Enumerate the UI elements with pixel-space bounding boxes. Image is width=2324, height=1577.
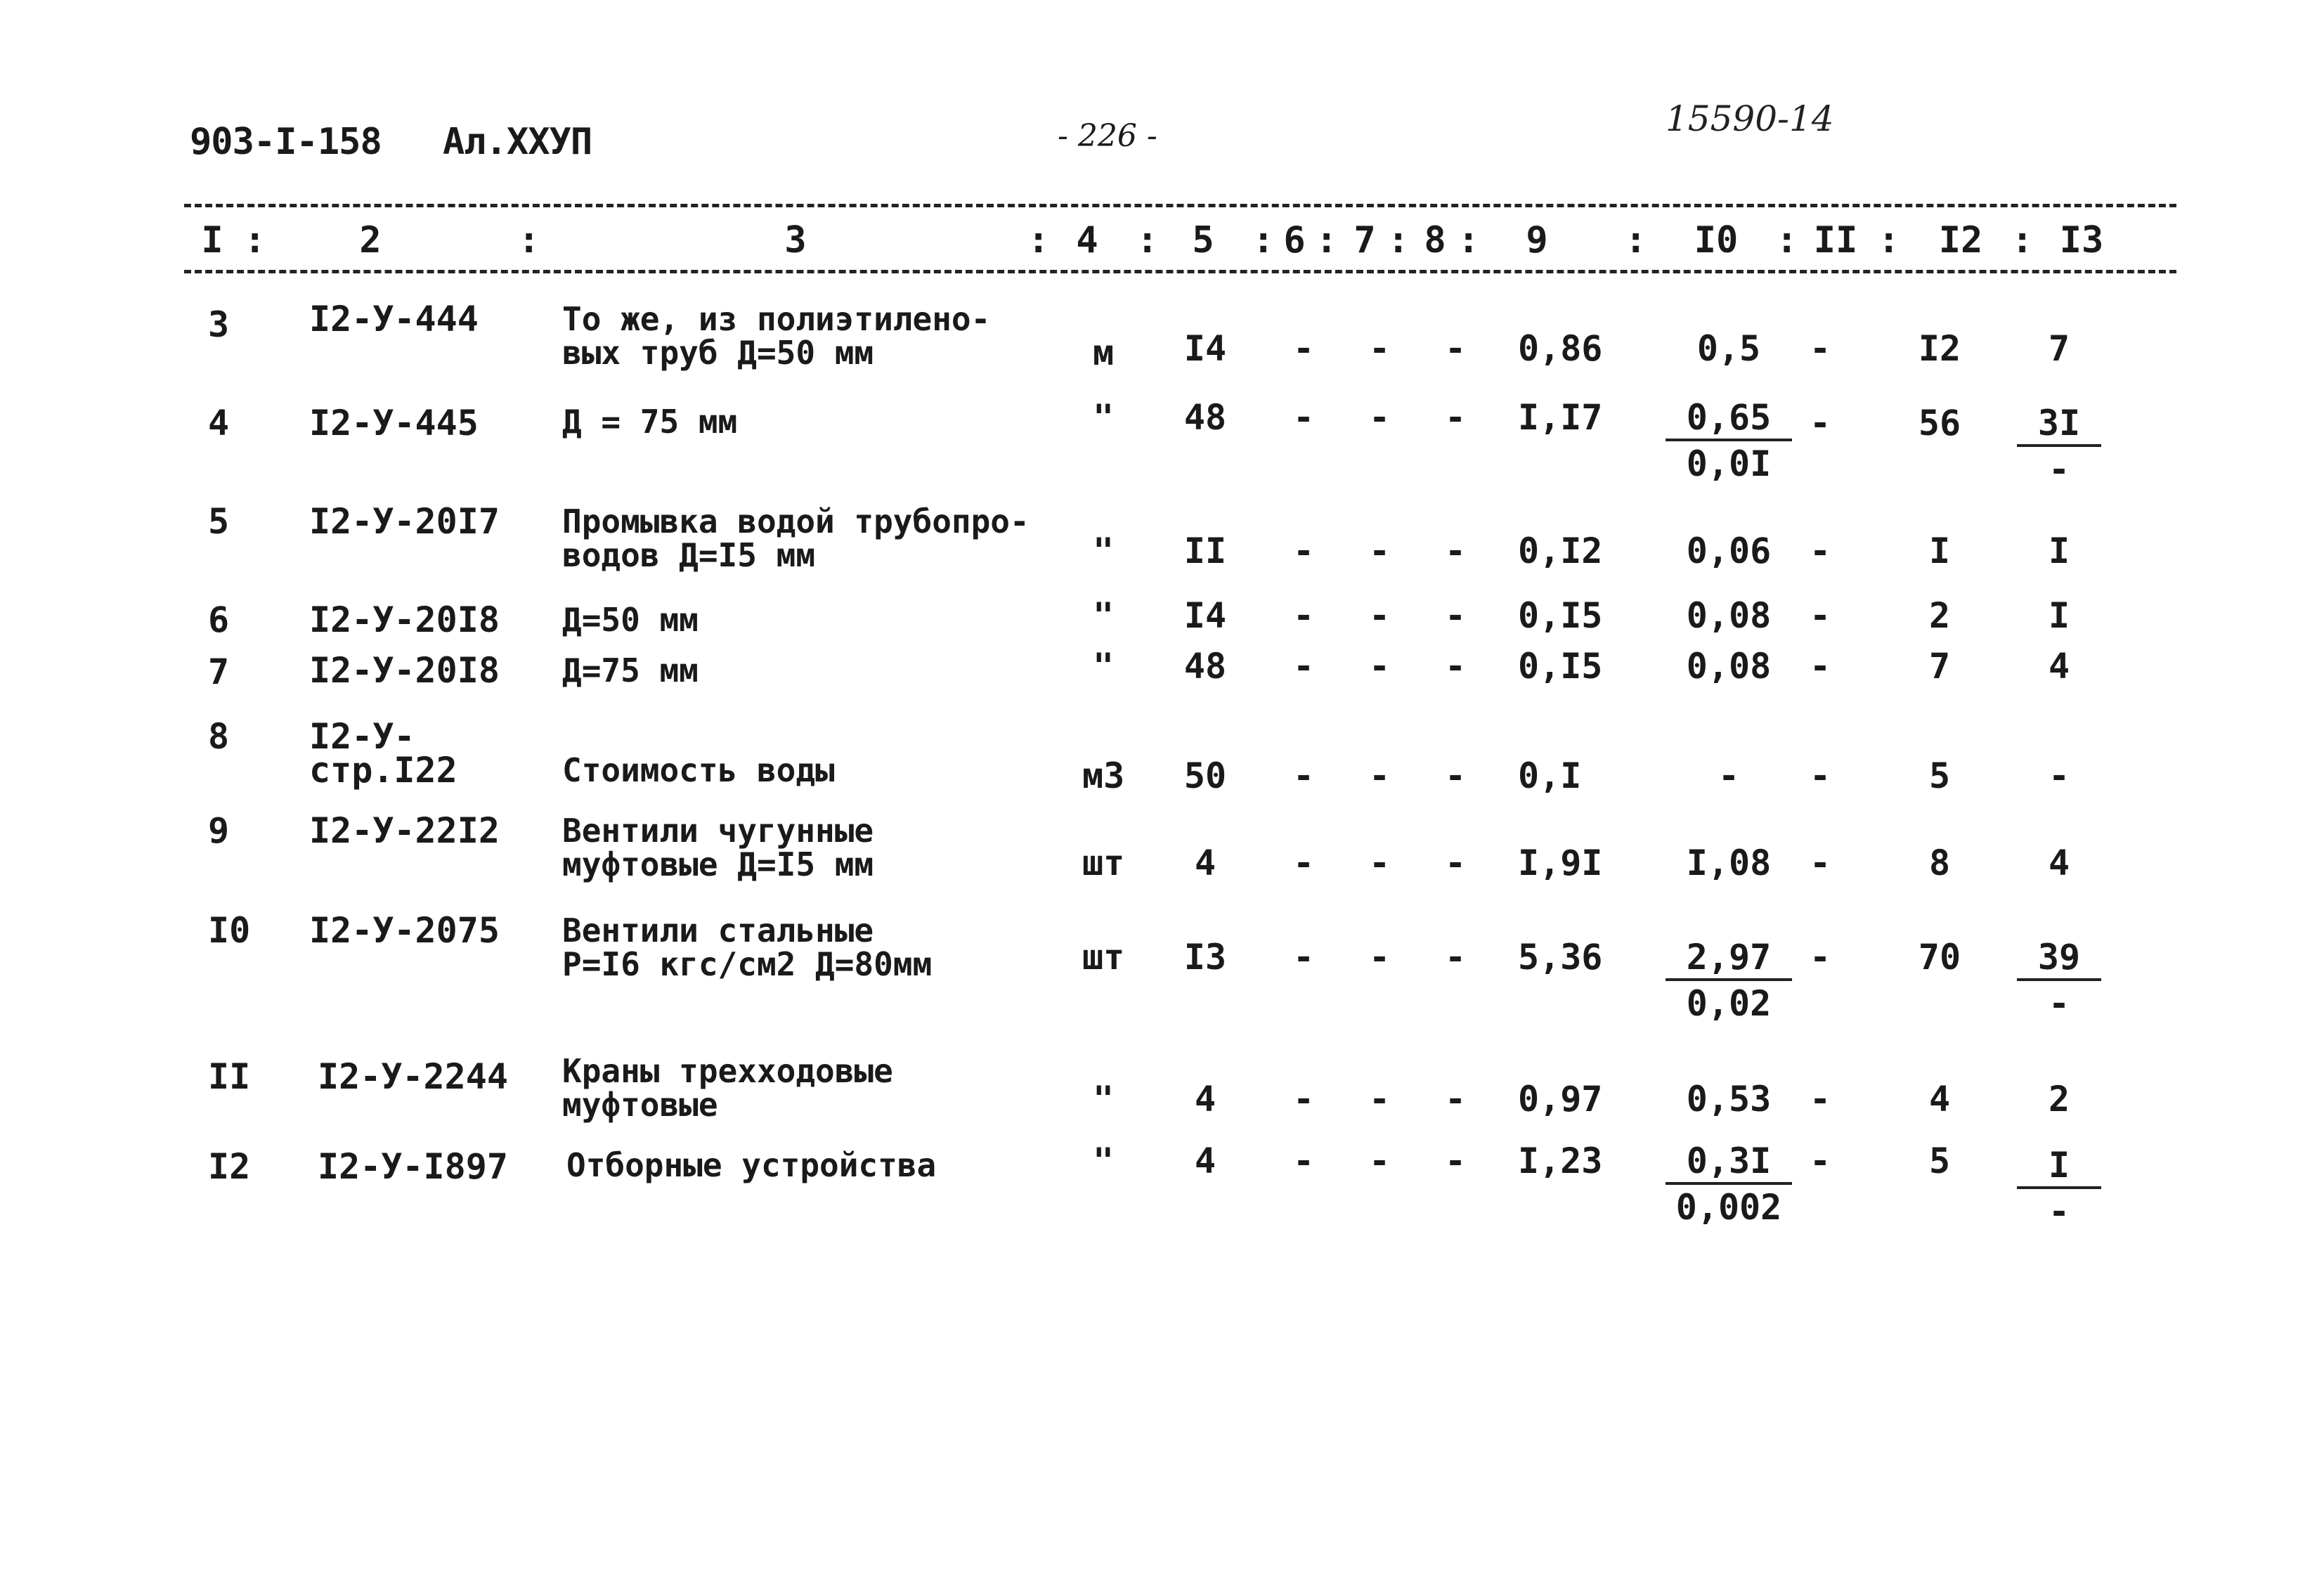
unit: м (1092, 332, 1115, 373)
work-name: То же, из полиэтилено- вых труб Д=50 мм (562, 300, 991, 372)
col-6: - (1292, 755, 1315, 796)
quantity: I4 (1183, 595, 1227, 636)
col-8: - (1444, 755, 1467, 796)
col-8: - (1444, 328, 1467, 369)
row-number: I2 (208, 1146, 251, 1187)
unit: " (1092, 1079, 1115, 1120)
quantity: 48 (1183, 397, 1227, 438)
quantity: II (1183, 531, 1227, 571)
quantity: 4 (1194, 1079, 1216, 1120)
col-sep: : (1027, 219, 1050, 261)
work-name: Д=50 мм (562, 601, 699, 639)
work-name: Вентили чугунные муфтовые Д=I5 мм (562, 812, 874, 883)
col-6: - (1292, 646, 1315, 687)
work-name: Промывка водой трубопро- водов Д=I5 мм (562, 502, 1030, 574)
col-11: - (1809, 646, 1831, 687)
col-13-bottom: - (2048, 983, 2070, 1024)
col-11: - (1809, 755, 1831, 796)
col-13: I (2048, 595, 2070, 636)
col-8: - (1444, 1079, 1467, 1120)
col-13: 7 (2048, 328, 2070, 369)
col-sep: : (1136, 219, 1159, 261)
col-13 (2017, 937, 2101, 1024)
unit: " (1092, 1141, 1115, 1181)
col-13-top: 3I (2017, 406, 2101, 447)
col-sep: : (1625, 219, 1647, 261)
col-10-top: 0,3I (1666, 1144, 1792, 1185)
quantity: I4 (1183, 328, 1227, 369)
col-sep: : (1878, 219, 1900, 261)
col-12: 5 (1928, 1141, 1951, 1181)
col-sep: : (1776, 219, 1798, 261)
col-12: I2 (1918, 328, 1961, 369)
col-header: 5 (1192, 219, 1214, 261)
col-sep: : (1387, 219, 1410, 261)
col-9: I,9I (1518, 843, 1603, 883)
col-7: - (1368, 843, 1391, 883)
col-10-bottom: 0,002 (1675, 1187, 1782, 1228)
unit: " (1092, 646, 1115, 687)
col-6: - (1292, 937, 1315, 978)
col-11: - (1809, 1141, 1831, 1181)
norm-code: I2-У- стр.I22 (309, 716, 457, 791)
col-header: 3 (784, 219, 807, 261)
unit: " (1092, 531, 1115, 571)
work-name: Отборные устройства (566, 1146, 937, 1184)
col-7: - (1368, 937, 1391, 978)
col-13 (2017, 1145, 2101, 1232)
col-9: 0,I5 (1518, 595, 1603, 636)
col-13 (2017, 403, 2101, 490)
col-13-bottom: - (2048, 449, 2070, 490)
col-8: - (1444, 531, 1467, 571)
col-7: - (1368, 646, 1391, 687)
unit: м3 (1082, 755, 1125, 796)
col-8: - (1444, 1141, 1467, 1181)
col-7: - (1368, 397, 1391, 438)
col-header: I (201, 219, 223, 261)
album-label: Ал.ХХУП (443, 121, 592, 163)
col-header: 2 (359, 219, 382, 261)
col-7: - (1368, 328, 1391, 369)
col-10-top: 0,65 (1666, 401, 1792, 441)
col-10 (1666, 397, 1792, 484)
col-9: 0,86 (1518, 328, 1603, 369)
doc-code: 903-I-158 (190, 121, 382, 163)
col-10-bottom: 0,0I (1686, 443, 1772, 484)
norm-code: I2-У-445 (309, 403, 479, 443)
col-10: 0,53 (1686, 1079, 1772, 1120)
col-sep: : (518, 219, 540, 261)
norm-code: I2-У-444 (309, 299, 479, 339)
col-6: - (1292, 397, 1315, 438)
col-11: - (1809, 595, 1831, 636)
col-6: - (1292, 1079, 1315, 1120)
col-12: 7 (1928, 646, 1951, 687)
col-13: 4 (2048, 843, 2070, 883)
quantity: 48 (1183, 646, 1227, 687)
row-number: I0 (208, 910, 251, 951)
header-rule-top (184, 204, 2176, 207)
col-11: - (1809, 843, 1831, 883)
row-number: 7 (208, 651, 230, 692)
col-8: - (1444, 646, 1467, 687)
col-12: I (1928, 531, 1951, 571)
unit: " (1092, 397, 1115, 438)
col-header: I2 (1938, 219, 1983, 261)
row-number: 3 (208, 304, 230, 345)
col-13: I (2048, 531, 2070, 571)
col-9: I,23 (1518, 1141, 1603, 1181)
norm-code: I2-У-2075 (309, 910, 500, 951)
row-number: 9 (208, 810, 230, 851)
col-header: I3 (2059, 219, 2104, 261)
col-sep: : (1316, 219, 1338, 261)
col-13: 2 (2048, 1079, 2070, 1120)
col-header: II (1813, 219, 1858, 261)
work-name: Вентили стальные Р=I6 кгс/см2 Д=80мм (562, 911, 933, 983)
col-10 (1666, 1141, 1792, 1228)
col-12: 2 (1928, 595, 1951, 636)
col-header: I0 (1694, 219, 1739, 261)
col-6: - (1292, 328, 1315, 369)
col-8: - (1444, 397, 1467, 438)
column-header-row (184, 219, 2176, 261)
col-10: 0,08 (1686, 646, 1772, 687)
col-13-top: 39 (2017, 940, 2101, 981)
col-sep: : (244, 219, 266, 261)
col-10-top: 2,97 (1666, 940, 1792, 981)
col-10 (1666, 937, 1792, 1024)
col-6: - (1292, 531, 1315, 571)
unit: шт (1082, 937, 1125, 978)
col-9: 5,36 (1518, 937, 1603, 978)
row-number: 4 (208, 403, 230, 443)
work-name: Краны трехходовые муфтовые (562, 1052, 893, 1124)
col-9: 0,97 (1518, 1079, 1603, 1120)
col-13: 4 (2048, 646, 2070, 687)
col-10-bottom: 0,02 (1686, 983, 1772, 1024)
unit: " (1092, 595, 1115, 636)
work-name: Д = 75 мм (562, 403, 738, 441)
col-header: 7 (1353, 219, 1376, 261)
norm-code: I2-У-2244 (318, 1056, 508, 1097)
row-number: 8 (208, 716, 230, 757)
col-11: - (1809, 328, 1831, 369)
col-6: - (1292, 843, 1315, 883)
col-12: 56 (1918, 403, 1961, 443)
norm-code: I2-У-I897 (318, 1146, 508, 1187)
col-12: 5 (1928, 755, 1951, 796)
col-8: - (1444, 937, 1467, 978)
col-6: - (1292, 595, 1315, 636)
col-header: 4 (1076, 219, 1098, 261)
row-number: II (208, 1056, 251, 1097)
col-8: - (1444, 595, 1467, 636)
col-7: - (1368, 1079, 1391, 1120)
unit: шт (1082, 843, 1125, 883)
quantity: 4 (1194, 1141, 1216, 1181)
col-12: 8 (1928, 843, 1951, 883)
col-12: 70 (1918, 937, 1961, 978)
row-number: 6 (208, 599, 230, 640)
col-10: - (1718, 755, 1740, 796)
norm-code: I2-У-20I8 (309, 650, 500, 691)
col-7: - (1368, 1141, 1391, 1181)
col-11: - (1809, 531, 1831, 571)
col-11: - (1809, 937, 1831, 978)
header-rule-bottom (184, 270, 2176, 273)
col-11: - (1809, 1079, 1831, 1120)
col-sep: : (1252, 219, 1275, 261)
col-13-bottom: - (2048, 1191, 2070, 1232)
quantity: 4 (1194, 843, 1216, 883)
col-10: I,08 (1686, 843, 1772, 883)
work-name: Д=75 мм (562, 651, 699, 689)
col-11: - (1809, 403, 1831, 443)
col-8: - (1444, 843, 1467, 883)
col-13: - (2048, 755, 2070, 796)
norm-code: I2-У-22I2 (309, 810, 500, 851)
col-sep: : (1458, 219, 1480, 261)
norm-code: I2-У-20I7 (309, 501, 500, 542)
col-header: 9 (1526, 219, 1548, 261)
norm-code: I2-У-20I8 (309, 599, 500, 640)
col-sep: : (2011, 219, 2034, 261)
page-number: - 226 - (1058, 118, 1157, 154)
col-9: I,I7 (1518, 397, 1603, 438)
col-7: - (1368, 755, 1391, 796)
col-header: 6 (1283, 219, 1306, 261)
row-number: 5 (208, 501, 230, 542)
col-7: - (1368, 531, 1391, 571)
handwritten-code: 15590-14 (1666, 98, 1834, 139)
col-9: 0,I2 (1518, 531, 1603, 571)
col-7: - (1368, 595, 1391, 636)
col-6: - (1292, 1141, 1315, 1181)
col-header: 8 (1424, 219, 1446, 261)
work-name: Стоимость воды (562, 751, 835, 789)
col-10: 0,06 (1686, 531, 1772, 571)
col-10: 0,08 (1686, 595, 1772, 636)
col-13-top: I (2017, 1148, 2101, 1189)
col-12: 4 (1928, 1079, 1951, 1120)
col-9: 0,I5 (1518, 646, 1603, 687)
col-10: 0,5 (1696, 328, 1761, 369)
quantity: I3 (1183, 937, 1227, 978)
col-9: 0,I (1518, 755, 1582, 796)
quantity: 50 (1183, 755, 1227, 796)
